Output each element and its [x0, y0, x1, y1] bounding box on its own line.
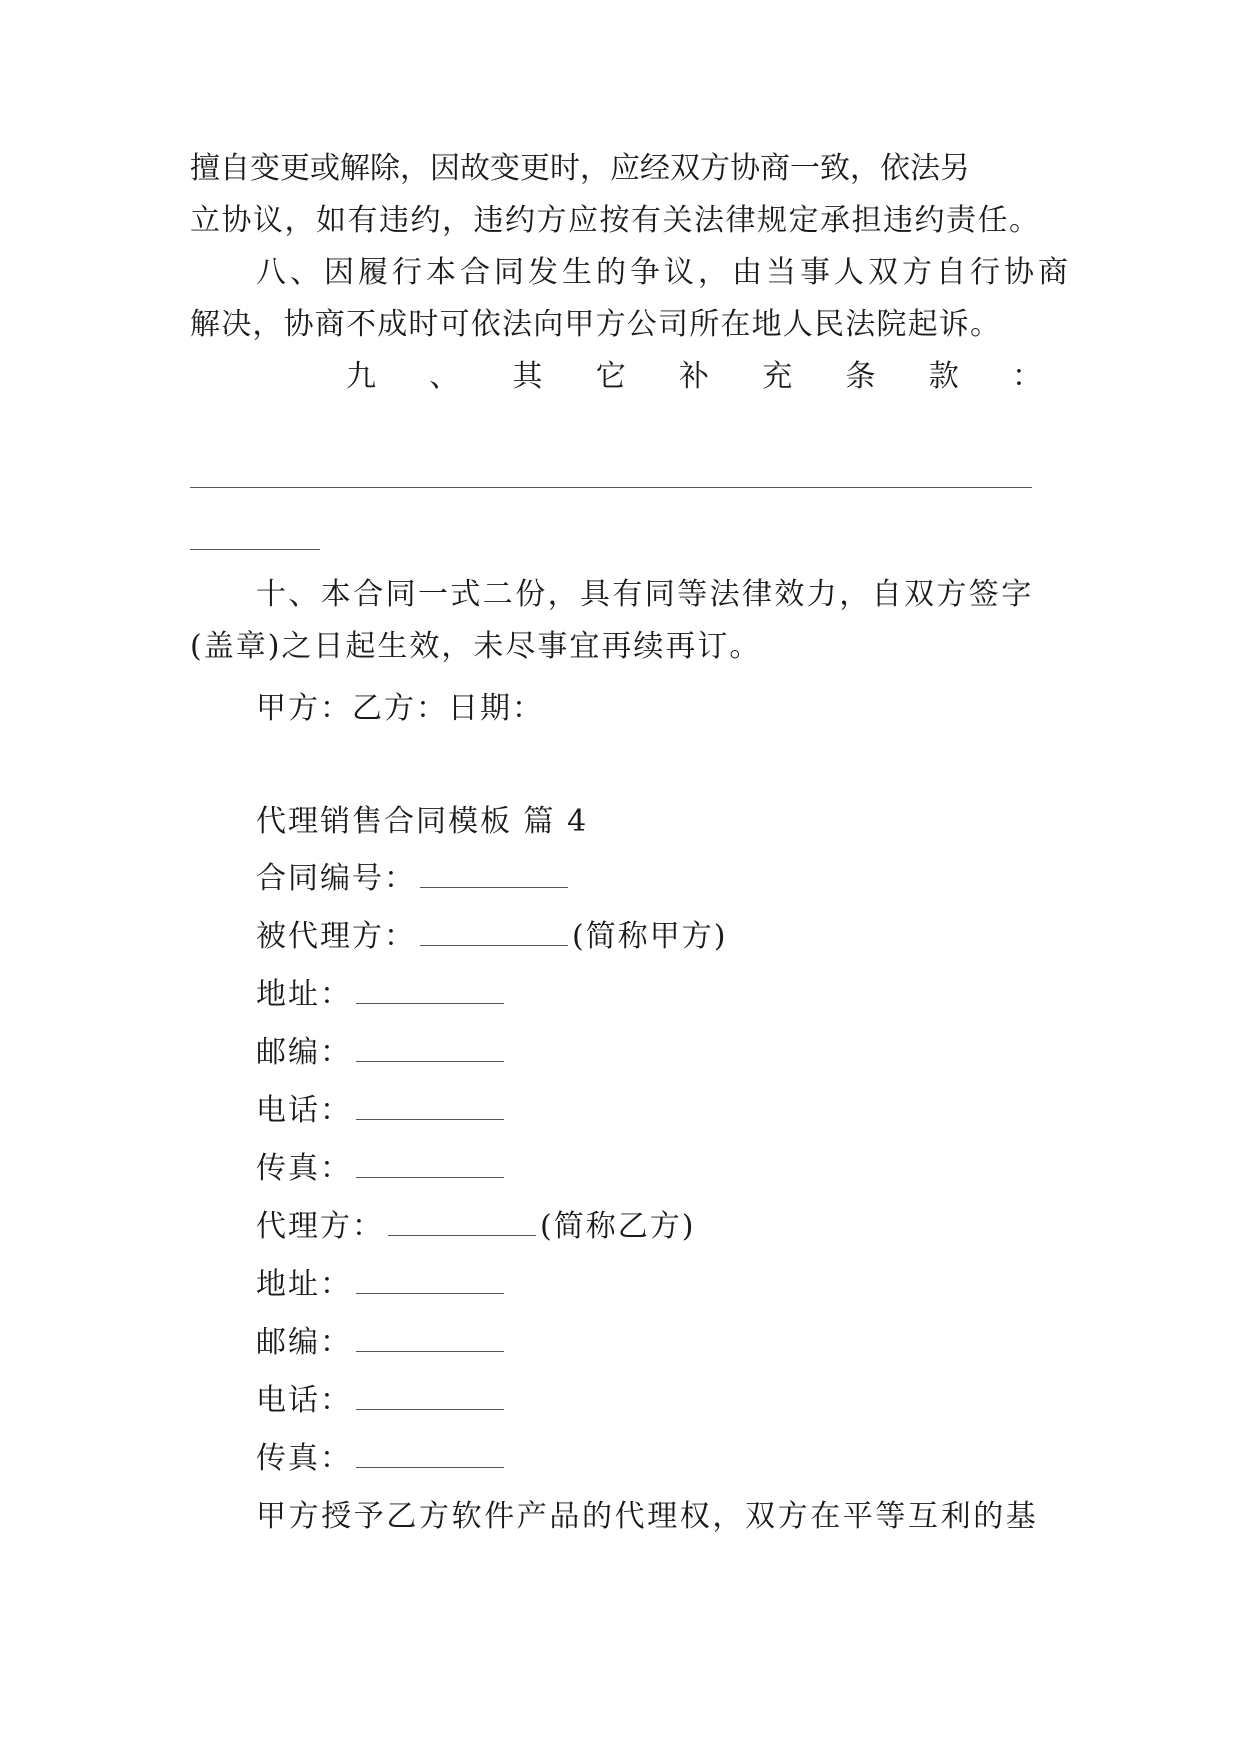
fill-in-rule-short: [190, 549, 320, 550]
agent-postcode-label: 邮编：: [256, 1325, 352, 1360]
agent-row: [256, 1207, 695, 1247]
fill-in-rule-long: [190, 487, 1032, 488]
agent-address-row: [256, 1265, 508, 1305]
clause-9-char: 、: [429, 359, 460, 394]
clause-9-char: 补: [679, 359, 709, 394]
principal-label: 被代理方：: [256, 919, 416, 954]
principal-phone-label: 电话：: [256, 1093, 352, 1128]
agent-address-blank: [356, 1267, 504, 1294]
principal-blank: [420, 919, 568, 946]
clause-9-char: 款: [928, 359, 959, 394]
contract-number-label: 合同编号：: [256, 861, 416, 896]
clause-10-text-1: 十、本合同一式二份，具有同等法律效力，自双方签字: [256, 577, 1034, 612]
clause-7-line-1: [190, 149, 1044, 189]
agent-fax-row: [256, 1439, 508, 1479]
agent-phone-row: [256, 1381, 508, 1421]
principal-suffix: (简称甲方): [572, 919, 728, 954]
clause-9-char: 条: [845, 359, 876, 394]
clause-10-line-2: [190, 627, 761, 667]
clause-7-text-2: 立协议，如有违约，违约方应按有关法律规定承担违约责任。: [190, 203, 1041, 238]
clause-7-line-2: [190, 201, 1041, 241]
principal-fax-blank: [356, 1151, 504, 1178]
contract-number-row: [256, 859, 572, 899]
clause-9-char: 其: [512, 359, 543, 394]
principal-postcode-label: 邮编：: [256, 1035, 352, 1070]
agent-postcode-row: [256, 1323, 508, 1363]
principal-address-row: [256, 975, 508, 1015]
agent-address-label: 地址：: [256, 1267, 352, 1302]
clause-8-text-2: 解决，协商不成时可依法向甲方公司所在地人民法院起诉。: [190, 307, 1002, 342]
agent-postcode-blank: [356, 1325, 504, 1352]
signature-line: [256, 689, 544, 729]
clause-9-char: 它: [595, 359, 626, 394]
principal-row: [256, 917, 727, 957]
principal-phone-row: [256, 1091, 508, 1131]
signature-text: 甲方：乙方：日期：: [256, 691, 544, 726]
principal-postcode-blank: [356, 1035, 504, 1062]
clause-9-heading: [346, 357, 1042, 397]
principal-address-blank: [356, 977, 504, 1004]
agent-blank: [388, 1209, 536, 1236]
agent-phone-label: 电话：: [256, 1383, 352, 1418]
clause-10-text-2: (盖章)之日起生效，未尽事宜再续再订。: [190, 629, 762, 664]
clause-8-line-2: [190, 305, 1001, 345]
intro-line: [256, 1497, 1038, 1537]
intro-text: 甲方授予乙方软件产品的代理权，双方在平等互利的基: [256, 1499, 1039, 1534]
clause-8-text-1: 八、因履行本合同发生的争议，由当事人双方自行协商: [256, 255, 1072, 290]
contract-number-blank: [420, 861, 568, 888]
clause-9-char: 充: [762, 359, 793, 394]
principal-address-label: 地址：: [256, 977, 352, 1012]
clause-9-char: 九: [346, 359, 376, 394]
clause-9-char: ：: [1012, 359, 1042, 394]
principal-fax-label: 传真：: [256, 1151, 352, 1186]
clause-7-text-1: 擅自变更或解除，因故变更时，应经双方协商一致，依法另: [190, 151, 970, 186]
agent-phone-blank: [356, 1383, 504, 1410]
agent-suffix: (简称乙方): [540, 1209, 696, 1244]
section-title-text: 代理销售合同模板 篇 4: [256, 804, 589, 839]
principal-phone-blank: [356, 1093, 504, 1120]
agent-fax-blank: [356, 1441, 504, 1468]
agent-fax-label: 传真：: [256, 1441, 352, 1476]
clause-8-line-1: [256, 253, 1072, 293]
section-title: [256, 802, 588, 842]
principal-fax-row: [256, 1149, 508, 1189]
agent-label: 代理方：: [256, 1209, 384, 1244]
principal-postcode-row: [256, 1033, 508, 1073]
clause-10-line-1: [256, 575, 1034, 615]
